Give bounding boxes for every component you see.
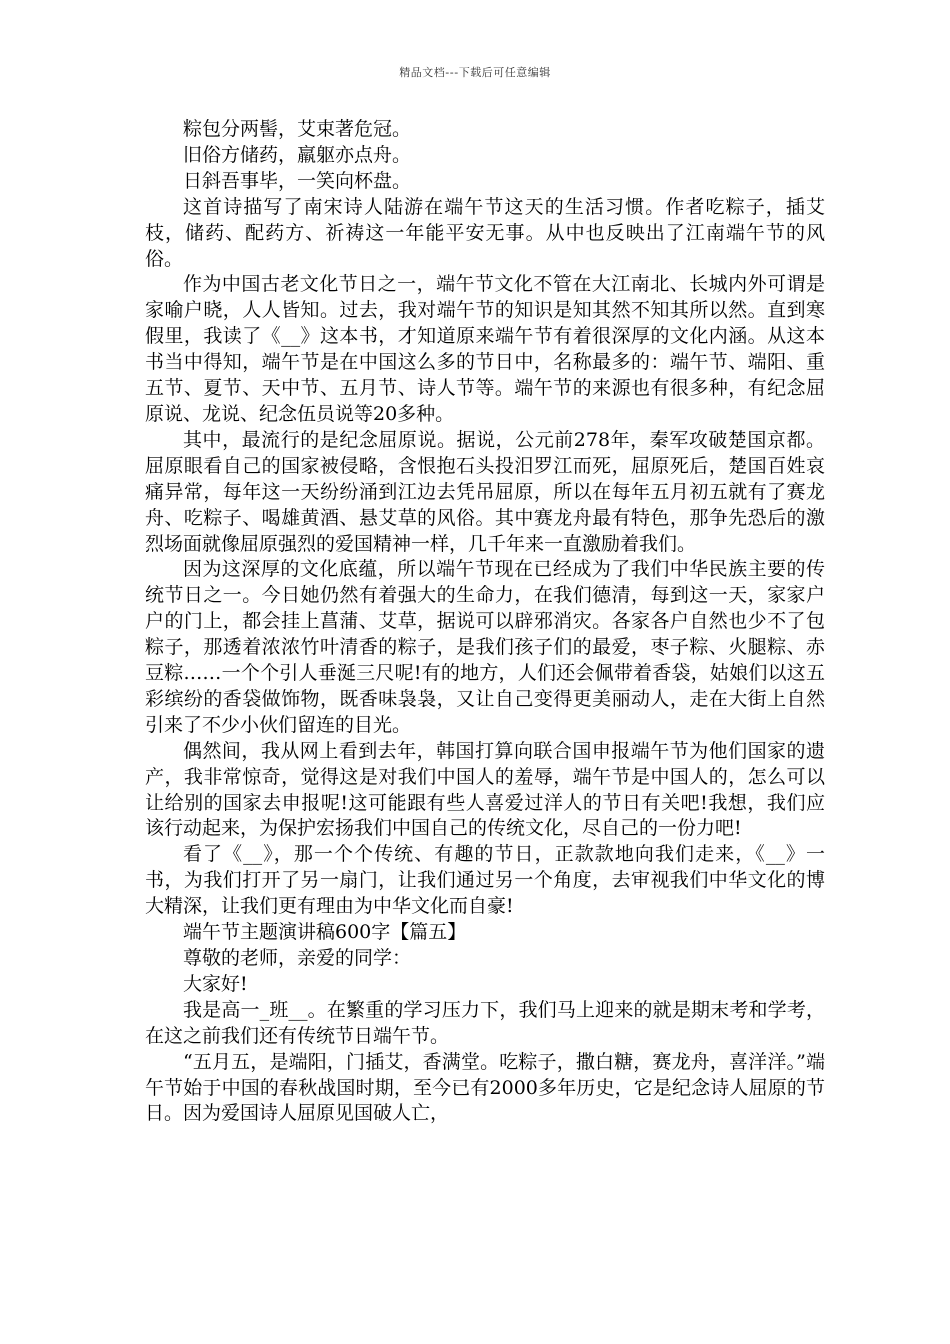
document-body (145, 117, 825, 1127)
salutation: 尊敬的老师，亲爱的同学： (183, 947, 412, 969)
body-paragraph: 我是高一_班__。在繁重的学习压力下，我们马上迎来的就是期末考和学考，在这之前我们还有传统节日端午节。 (145, 998, 825, 1047)
body-paragraph: 偶然间，我从网上看到去年，韩国打算向联合国申报端午节为他们国家的遗产，我非常惊奇，觉得这是对我们中国人的羞辱，端午节是中国人的，怎么可以让给别的国家去申报呢!这可能跟有些人喜爱过洋人的节日有关吧!我想，我们应该行动起来，为保护宏扬我们中国自己的传统文化，尽自己的一份力吧! (145, 739, 825, 840)
greeting: 大家好! (183, 972, 248, 995)
body-paragraph: 这首诗描写了南宋诗人陆游在端午节这天的生活习惯。作者吃粽子，插艾枝，储药、配药方、祈祷这一年能平安无事。从中也反映出了江南端午节的风俗。 (145, 195, 825, 270)
body-paragraph: 因为这深厚的文化底蕴，所以端午节现在已经成为了我们中华民族主要的传统节日之一。今日她仍然有着强大的生命力，在我们德清，每到这一天，家家户户的门上，都会挂上菖蒲、艾草，据说可以辟邪消灾。各家各户自然也少不了包粽子，那透着浓浓竹叶清香的粽子，是我们孩子们的最爱，枣子粽、火腿粽、赤豆粽……一个个引人垂涎三尺呢!有的地方，人们还会佩带着香袋，姑娘们以这五彩缤纷的香袋做饰物，既香味袅袅，又让自己变得更美丽动人，走在大街上自然引来了不少小伙们留连的目光。 (145, 558, 825, 736)
section-heading: 端午节主题演讲稿600字【篇五】 (183, 921, 467, 944)
poem-line: 粽包分两髻，艾束著危冠。 (183, 118, 412, 140)
page-header: 精品文档---下载后可任意编辑 (399, 66, 551, 79)
body-paragraph: 作为中国古老文化节日之一，端午节文化不管在大江南北、长城内外可谓是家喻户晓，人人皆知。过去，我对端午节的知识是知其然不知其所以然。直到寒假里，我读了《__》这本书，才知道原来端午节有着很深厚的文化内涵。从这本书当中得知，端午节是在中国这么多的节日中，名称最多的：端午节、端阳、重五节、夏节、天中节、五月节、诗人节等。端午节的来源也有很多种，有纪念屈原说、龙说、纪念伍员说等20多种。 (145, 273, 825, 425)
body-paragraph: “五月五，是端阳，门插艾，香满堂。吃粽子，撒白糖，赛龙舟，喜洋洋。”端午节始于中国的春秋战国时期，至今已有2000多年历史，它是纪念诗人屈原的节日。因为爱国诗人屈原见国破人亡， (145, 1050, 825, 1125)
body-paragraph: 看了《__》，那一个个传统、有趣的节日，正款款地向我们走来，《__》一书，为我们打开了另一扇门，让我们通过另一个角度，去审视我们中华文化的博大精深，让我们更有理由为中华文化而自豪! (145, 843, 825, 918)
poem-line: 日斜吾事毕，一笑向杯盘。 (183, 169, 412, 192)
body-paragraph: 其中，最流行的是纪念屈原说。据说，公元前278年，秦军攻破楚国京都。屈原眼看自己的国家被侵略，含恨抱石头投汨罗江而死，屈原死后，楚国百姓哀痛异常，每年这一天纷纷涌到江边去凭吊屈原，所以在每年五月初五就有了赛龙舟、吃粽子、喝雄黄酒、悬艾草的风俗。其中赛龙舟最有特色，那争先恐后的激烈场面就像屈原强烈的爱国精神一样，几千年来一直激励着我们。 (145, 428, 825, 555)
poem-line: 旧俗方储药，羸躯亦点舟。 (183, 143, 412, 166)
